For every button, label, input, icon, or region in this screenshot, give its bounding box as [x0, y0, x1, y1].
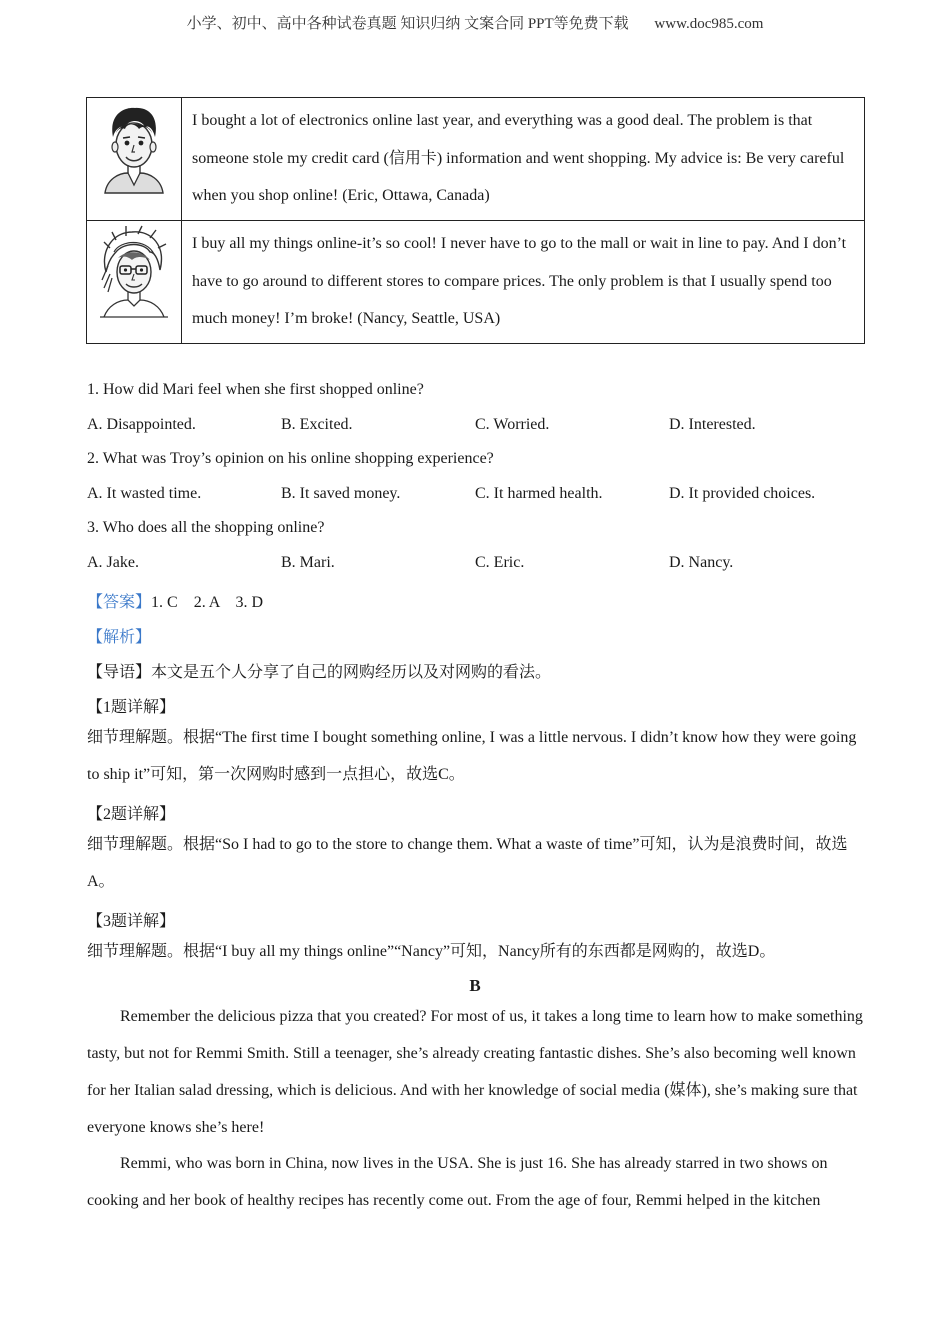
section-paragraph: Remmi, who was born in China, now lives in the USA. She is just 16. She has already starred in two shows on cooking and her book of healthy recipes has recently come out. From the age of four, Remmi helped in the kitchen [87, 1155, 828, 1209]
option-a: A. Jake. [87, 554, 139, 571]
question-stem: 1. How did Mari feel when she first shopped online? [87, 381, 424, 398]
option-b: B. Excited. [281, 416, 353, 433]
post-text: I buy all my things online-it’s so cool! I never have to go to the mall or wait in line to pay. And I don’t have to go around to different stores to compare prices. The only problem is that I usually spend too much money! I’m broke! (Nancy, Seattle, USA) [182, 221, 865, 344]
detail-heading: 【1题详解】 [87, 699, 176, 716]
answer-line [87, 589, 263, 612]
avatar-cell [87, 98, 182, 221]
option-a: A. Disappointed. [87, 416, 196, 433]
question-stem: 3. Who does all the shopping online? [87, 519, 325, 536]
detail-heading: 【2题详解】 [87, 806, 176, 823]
option-b: B. Mari. [281, 554, 335, 571]
boy-avatar-icon [99, 99, 169, 195]
detail-text: 细节理解题。根据“The first time I bought something online, I was a little nervous. I didn’t know how they were going to ship it”可知，第一次网购时感到一点担心，故选C。 [87, 729, 857, 783]
detail-text: 细节理解题。根据“I buy all my things online”“Nancy”可知，Nancy所有的东西都是网购的，故选D。 [87, 943, 776, 960]
girl-with-glasses-avatar-icon [96, 222, 172, 318]
option-d: D. Nancy. [669, 554, 734, 571]
answer-text: 1. C 2. A 3. D [151, 594, 264, 611]
option-a: A. It wasted time. [87, 485, 202, 502]
option-b: B. It saved money. [281, 485, 401, 502]
detail-text: 细节理解题。根据“So I had to go to the store to change them. What a waste of time”可知，认为是浪费时间，故选A。 [87, 836, 848, 890]
option-d: D. It provided choices. [669, 485, 816, 502]
avatar-cell [87, 221, 182, 344]
header-text: 小学、初中、高中各种试卷真题 知识归纳 文案合同 PPT等免费下载 [186, 16, 629, 32]
header-site-link[interactable]: www.doc985.com [654, 16, 764, 32]
page-header [0, 12, 950, 33]
analysis-label: 【解析】 [87, 629, 152, 646]
post-text: I bought a lot of electronics online last year, and everything was a good deal. The problem is that someone stole my credit card (信用卡) information and went shopping. My advice is: Be very careful when you shop online! (Eric, Ottawa, Canada) [182, 98, 865, 221]
answer-label: 【答案】 [87, 594, 152, 611]
detail-heading: 【3题详解】 [87, 913, 176, 930]
guide-text: 【导语】本文是五个人分享了自己的网购经历以及对网购的看法。 [87, 664, 552, 681]
section-paragraph: Remember the delicious pizza that you created? For most of us, it takes a long time to learn how to make something tasty, but not for Remmi Smith. Still a teenager, she’s already creating fantastic dishes. She’s also becoming well known for her Italian salad dressing, which is delicious. And with her knowledge of social media (媒体), she’s making sure that everyone knows she’s here! [87, 1008, 863, 1136]
option-c: C. Eric. [475, 554, 525, 571]
posts-table [86, 97, 865, 344]
question-stem: 2. What was Troy’s opinion on his online shopping experience? [87, 450, 494, 467]
option-c: C. Worried. [475, 416, 550, 433]
section-title: B [469, 976, 481, 995]
option-c: C. It harmed health. [475, 485, 603, 502]
option-d: D. Interested. [669, 416, 756, 433]
post-row-nancy [87, 221, 865, 344]
post-row-eric [87, 98, 865, 221]
